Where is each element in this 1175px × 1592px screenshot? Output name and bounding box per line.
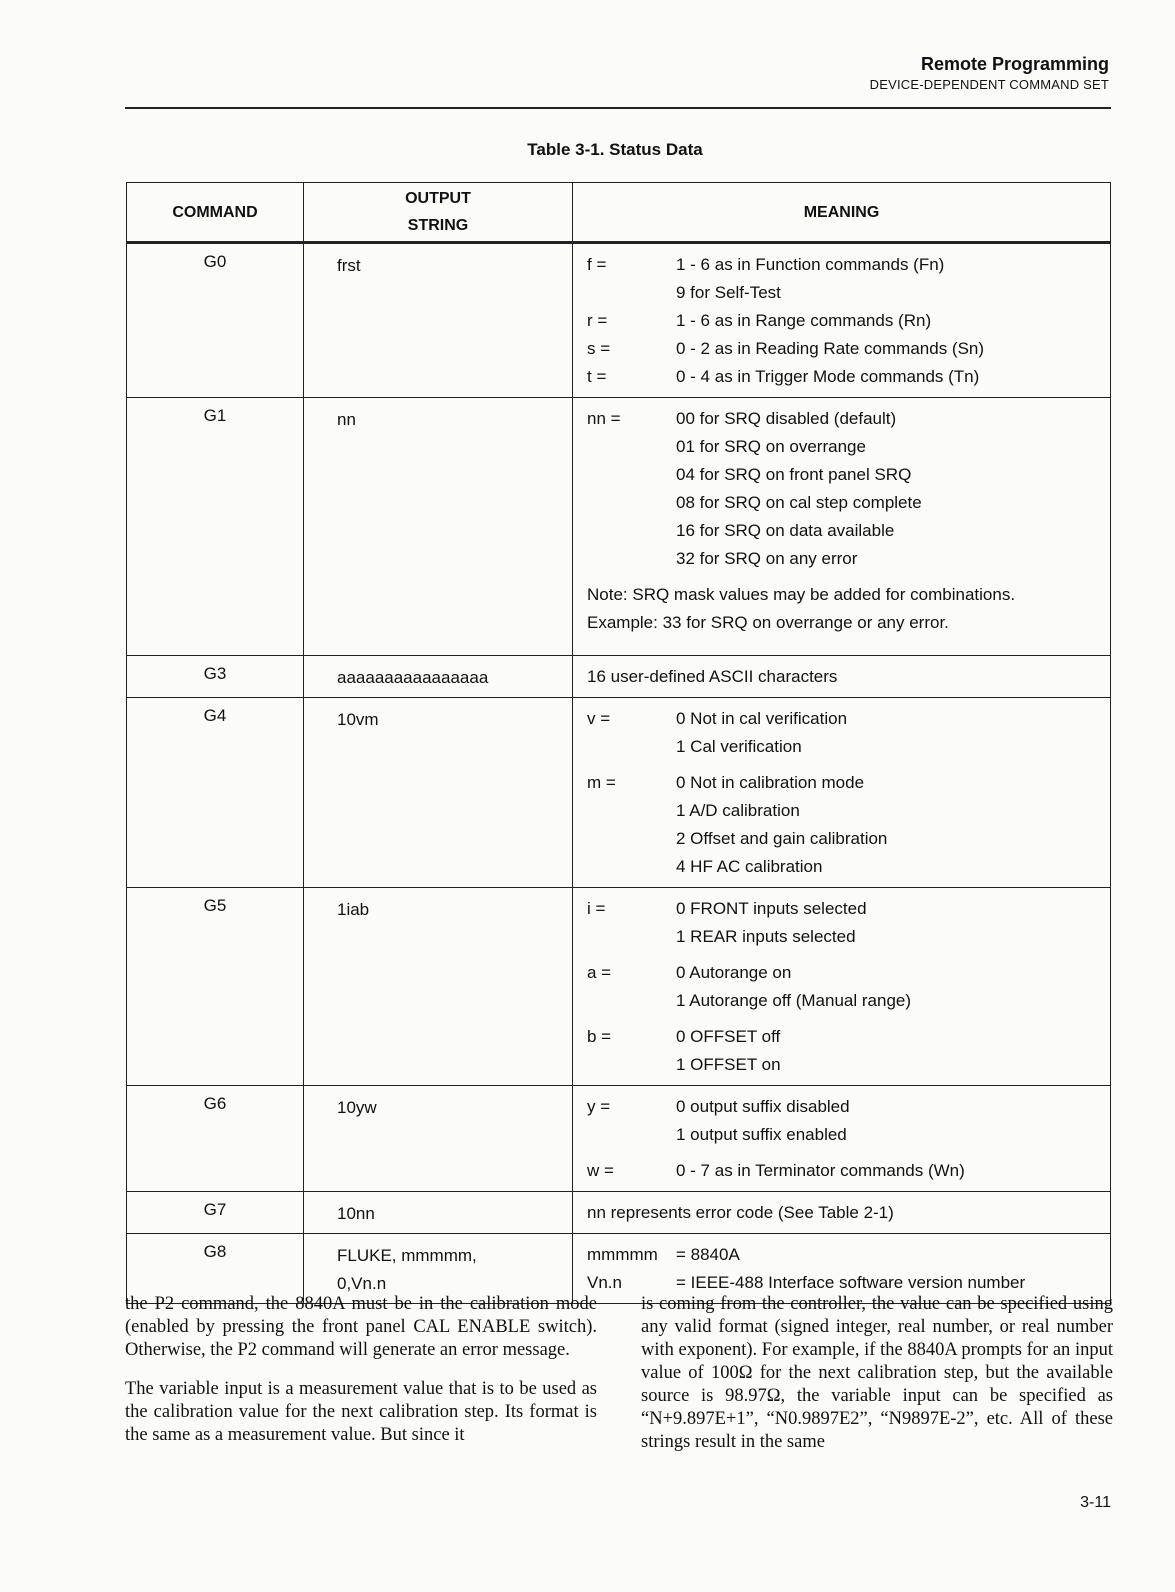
status-data-table [126,182,1111,1304]
meaning-key: s = [587,339,611,358]
body-column-left [125,1293,597,1463]
meaning-line [587,1051,1110,1079]
meaning-line [587,307,1110,335]
table-header-row [127,183,1111,243]
meaning-key: y = [587,1097,611,1116]
output-string-line: 1iab [337,900,370,919]
meaning-key [587,825,676,853]
output-string-cell [304,398,573,656]
output-string-line: aaaaaaaaaaaaaaaa [337,668,489,687]
meaning-key: i = [587,899,606,918]
meaning-value: 08 for SRQ on cal step complete [676,493,922,512]
meaning-value: 1 - 6 as in Range commands (Rn) [676,311,932,330]
meaning-key [587,923,676,951]
meaning-cell [573,398,1111,656]
meaning-key: f = [587,255,607,274]
meaning-value: 04 for SRQ on front panel SRQ [676,465,912,484]
meaning-value: 9 for Self-Test [676,283,781,302]
meaning-line [587,461,1110,489]
meaning-line [587,923,1110,951]
meaning-value: 0 - 4 as in Trigger Mode commands (Tn) [676,367,980,386]
meaning-line [587,1023,1110,1051]
output-string-cell [304,888,573,1086]
meaning-line [587,1241,1110,1269]
meaning-value: 1 Cal verification [676,737,802,756]
output-string-line: 10vm [337,710,379,729]
header-rule [125,107,1111,109]
command-cell: G0 [127,243,304,398]
body-paragraph: is coming from the controller, the value can be specified using any valid format (signed integer, real number, or real number with exponent). For example, if the 8840A prompts for an input value of 100Ω for the next calibration step, but the available source is 98.97Ω, the variable input can be specified as “N+9.897E+1”, “N0.9897E2”, “N9897E-2”, etc. All of these strings result in the same [641,1294,1113,1452]
meaning-key [587,461,676,489]
meaning-text: nn represents error code (See Table 2-1) [587,1203,894,1222]
meaning-line [587,335,1110,363]
meaning-value: 1 REAR inputs selected [676,927,856,946]
meaning-value: 1 output suffix enabled [676,1125,847,1144]
meaning-value: 00 for SRQ disabled (default) [676,409,897,428]
meaning-line [587,705,1110,733]
command-cell: G5 [127,888,304,1086]
meaning-line [587,251,1110,279]
meaning-line [587,433,1110,461]
output-string-cell [304,656,573,698]
meaning-key: w = [587,1161,614,1180]
meaning-key: r = [587,311,608,330]
table-row [127,1192,1111,1234]
meaning-value: 0 Not in calibration mode [676,773,865,792]
meaning-key: Vn.n [587,1273,622,1292]
meaning-key [587,1121,676,1149]
meaning-key: v = [587,709,611,728]
meaning-cell [573,888,1111,1086]
body-column-right [641,1293,1113,1470]
meaning-key: mmmmm [587,1245,658,1264]
table-row [127,1086,1111,1192]
meaning-line [587,987,1110,1015]
meaning-key [587,853,676,881]
command-cell: G3 [127,656,304,698]
meaning-line [587,825,1110,853]
meaning-text: 16 user-defined ASCII characters [587,667,838,686]
meaning-line [587,363,1110,391]
meaning-line [587,1157,1110,1185]
running-header-title: Remote Programming [920,54,1109,74]
meaning-line [587,405,1110,433]
table-row [127,656,1111,698]
output-string-cell [304,1086,573,1192]
meaning-value: 1 A/D calibration [676,801,800,820]
meaning-value: 1 OFFSET on [676,1055,781,1074]
meaning-line [587,797,1110,825]
meaning-key [587,987,676,1015]
output-string-cell [304,243,573,398]
meaning-value: 0 OFFSET off [676,1027,781,1046]
output-string-line: 10yw [337,1098,377,1117]
meaning-value: 0 output suffix disabled [676,1097,850,1116]
meaning-cell [573,1086,1111,1192]
meaning-value: 2 Offset and gain calibration [676,829,888,848]
meaning-line [587,959,1110,987]
meaning-value: 1 Autorange off (Manual range) [676,991,912,1010]
meaning-value: 0 - 7 as in Terminator commands (Wn) [676,1161,965,1180]
meaning-key: nn = [587,409,621,428]
running-header-subtitle: DEVICE-DEPENDENT COMMAND SET [869,77,1109,92]
meaning-value: 0 Not in cal verification [676,709,848,728]
meaning-line [587,517,1110,545]
meaning-line [587,1121,1110,1149]
meaning-key: t = [587,367,607,386]
output-string-line: FLUKE, mmmmm, [337,1246,477,1265]
meaning-value: 01 for SRQ on overrange [676,437,866,456]
meaning-line [587,769,1110,797]
meaning-note: Example: 33 for SRQ on overrange or any error. [587,613,949,632]
column-header-output-line2: STRING [407,217,469,234]
meaning-value: = 8840A [676,1245,740,1264]
meaning-line [587,279,1110,307]
meaning-cell [573,243,1111,398]
meaning-line [587,489,1110,517]
output-string-cell [304,698,573,888]
column-header-command: COMMAND [127,183,304,243]
meaning-line [587,853,1110,881]
body-paragraph: the P2 command, the 8840A must be in the calibration mode (enabled by pressing the front panel CAL ENABLE switch). Otherwise, the P2 command will generate an error message. [125,1294,597,1360]
output-string-cell [304,1192,573,1234]
body-paragraph: The variable input is a measurement value that is to be used as the calibration value for the next calibration step. Its format is the same as a measurement value. But since it [125,1379,597,1445]
table-row [127,698,1111,888]
meaning-key [587,517,676,545]
meaning-key [587,433,676,461]
meaning-line [587,733,1110,761]
meaning-key [587,1051,676,1079]
meaning-key [587,797,676,825]
meaning-key: b = [587,1027,612,1046]
table-row [127,398,1111,656]
command-cell: G4 [127,698,304,888]
meaning-value: = IEEE-488 Interface software version number [676,1273,1026,1292]
column-header-meaning: MEANING [573,183,1111,243]
meaning-note: Note: SRQ mask values may be added for combinations. [587,585,1016,604]
table-body [127,243,1111,1304]
table-caption: Table 3-1. Status Data [527,140,703,159]
meaning-value: 0 - 2 as in Reading Rate commands (Sn) [676,339,985,358]
meaning-key: m = [587,773,616,792]
output-string-line: frst [337,256,361,275]
meaning-key [587,733,676,761]
meaning-key: a = [587,963,612,982]
table-row [127,243,1111,398]
meaning-key [587,545,676,573]
meaning-cell [573,1192,1111,1234]
page-number: 3-11 [1080,1494,1111,1511]
command-cell: G8 [127,1234,304,1304]
output-string-line: nn [337,410,356,429]
meaning-value: 0 Autorange on [676,963,792,982]
meaning-line [587,1093,1110,1121]
meaning-value: 4 HF AC calibration [676,857,823,876]
meaning-key [587,489,676,517]
meaning-cell [573,656,1111,698]
meaning-line [587,545,1110,573]
output-string-line: 10nn [337,1204,375,1223]
command-cell: G7 [127,1192,304,1234]
meaning-value: 32 for SRQ on any error [676,549,858,568]
column-header-output-line1: OUTPUT [405,190,471,207]
meaning-key [587,279,676,307]
meaning-value: 16 for SRQ on data available [676,521,895,540]
command-cell: G1 [127,398,304,656]
meaning-value: 1 - 6 as in Function commands (Fn) [676,255,945,274]
output-string-line: 0,Vn.n [337,1274,387,1293]
meaning-line [587,895,1110,923]
meaning-value: 0 FRONT inputs selected [676,899,867,918]
column-header-output-string [304,183,573,243]
command-cell: G6 [127,1086,304,1192]
meaning-cell [573,698,1111,888]
table-row [127,888,1111,1086]
